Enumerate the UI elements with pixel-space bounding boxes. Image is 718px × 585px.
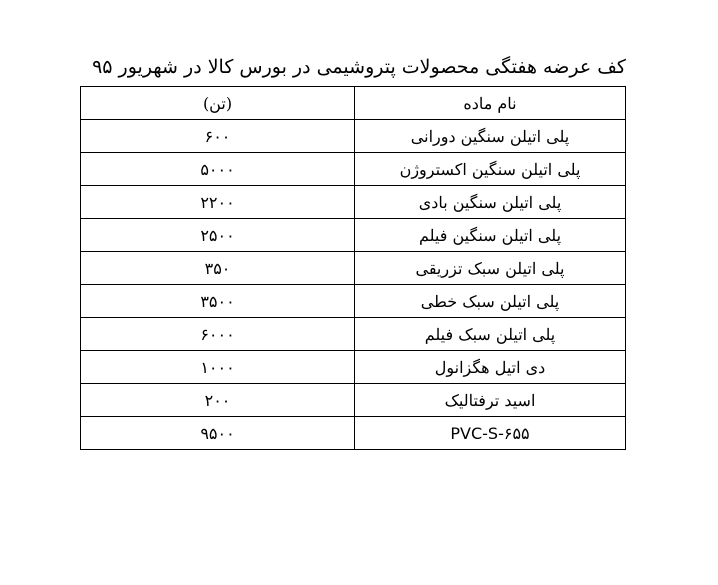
table-row: [81, 351, 626, 384]
quantity-cell: ۳۵۰۰: [81, 285, 355, 318]
quantity-cell: ۳۵۰: [81, 252, 355, 285]
product-name-cell: پلی اتیلن سنگین اکستروژن: [355, 153, 626, 186]
table-row: [81, 153, 626, 186]
table-row: [81, 417, 626, 450]
quantity-cell: ۶۰۰۰: [81, 318, 355, 351]
table-row: [81, 384, 626, 417]
table-row: [81, 219, 626, 252]
table-row: [81, 186, 626, 219]
quantity-cell: ۹۵۰۰: [81, 417, 355, 450]
product-name-cell: پلی اتیلن سبک فیلم: [355, 318, 626, 351]
product-table: [80, 86, 626, 450]
product-name-cell: دی اتیل هگزانول: [355, 351, 626, 384]
product-name-cell: پلی اتیلن سنگین فیلم: [355, 219, 626, 252]
quantity-cell: ۲۵۰۰: [81, 219, 355, 252]
product-name-cell: پلی اتیلن سنگین دورانی: [355, 120, 626, 153]
product-name-cell: پلی اتیلن سنگین بادی: [355, 186, 626, 219]
table-row: [81, 120, 626, 153]
table-row: [81, 318, 626, 351]
table-row: [81, 252, 626, 285]
product-name-cell: پلی اتیلن سبک تزریقی: [355, 252, 626, 285]
header-quantity-unit: (تن): [81, 87, 355, 120]
product-name-cell: پلی اتیلن سبک خطی: [355, 285, 626, 318]
table-header-row: [81, 87, 626, 120]
quantity-cell: ۱۰۰۰: [81, 351, 355, 384]
quantity-cell: ۶۰۰: [81, 120, 355, 153]
product-name-cell: PVC-S-۶۵۵: [355, 417, 626, 450]
table-row: [81, 285, 626, 318]
quantity-cell: ۲۲۰۰: [81, 186, 355, 219]
quantity-cell: ۵۰۰۰: [81, 153, 355, 186]
header-product-name: نام ماده: [355, 87, 626, 120]
document-title: کف عرضه هفتگی محصولات پتروشیمی در بورس کالا در شهریور ۹۵: [92, 56, 626, 78]
product-name-cell: اسید ترفتالیک: [355, 384, 626, 417]
quantity-cell: ۲۰۰: [81, 384, 355, 417]
